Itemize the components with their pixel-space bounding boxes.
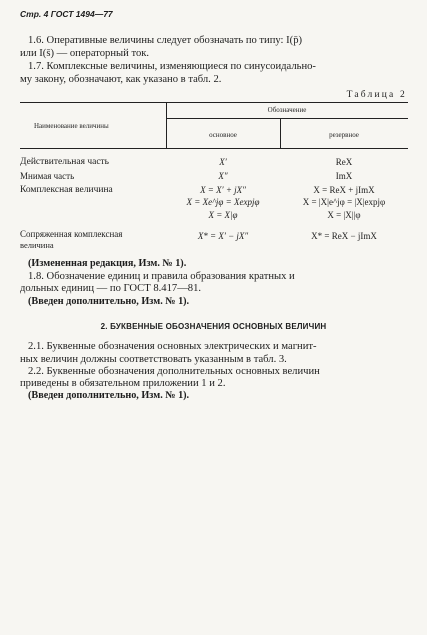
table-cell-reserve: X* = ReX − jImX xyxy=(311,231,377,241)
table-col-group: Обозначение xyxy=(267,106,307,114)
table-cell-main: X = Xe^jφ = Xexpjφ xyxy=(186,197,260,207)
table-cell-main: X = X|φ xyxy=(208,210,238,220)
para-1-8-line2: дольных единиц — по ГОСТ 8.417—81. xyxy=(20,283,202,294)
table-row-name: Сопряженная комплексная xyxy=(20,229,123,239)
table-cell-reserve: X = |X|e^jφ = |X|expjφ xyxy=(302,197,386,207)
table-row-name: Мнимая часть xyxy=(20,171,75,181)
table-cell-reserve: ImX xyxy=(335,171,353,181)
table-row-name-cont: величина xyxy=(20,240,54,250)
para-2-2-line2: приведены в обязательном приложении 1 и 2. xyxy=(20,378,226,389)
table-subhead-rule xyxy=(166,118,408,119)
introduced-note-2: (Введен дополнительно, Изм. № 1). xyxy=(28,390,190,401)
table-col-name: Наименование величины xyxy=(34,122,109,130)
table-cell-reserve: ReX xyxy=(335,157,353,167)
table-head-rule xyxy=(20,148,408,149)
table-caption: Таблица 2 xyxy=(346,90,407,100)
amendment-note: (Измененная редакция, Изм. № 1). xyxy=(28,258,187,269)
para-2-1-line2: ных величин должны соответствовать указанным в табл. 3. xyxy=(20,354,287,365)
introduced-note: (Введен дополнительно, Изм. № 1). xyxy=(28,296,190,307)
para-2-2-line1: 2.2. Буквенные обозначения дополнительных основных величин xyxy=(28,366,320,377)
para-1-7-line1: 1.7. Комплексные величины, изменяющиеся по синусоидально- xyxy=(28,61,316,72)
table-row-name: Действительная часть xyxy=(20,157,110,167)
table-col-reserve: резервное xyxy=(329,131,359,139)
table-top-rule xyxy=(20,102,408,103)
table-cell-main: X″ xyxy=(218,171,228,181)
para-1-6-line2: или I(s̄) — операторный ток. xyxy=(20,48,150,59)
para-1-7-line2: му закону, обозначают, как указано в табл. 2. xyxy=(20,74,222,85)
table-cell-reserve: X = ReX + jImX xyxy=(313,185,375,195)
para-1-8-line1: 1.8. Обозначение единиц и правила образования кратных и xyxy=(28,271,295,282)
para-2-1-line1: 2.1. Буквенные обозначения основных электрических и магнит- xyxy=(28,341,317,352)
page-header: Стр. 4 ГОСТ 1494—77 xyxy=(20,9,113,19)
table-cell-reserve: X = |X||φ xyxy=(327,210,361,220)
table-col-main: основное xyxy=(209,131,237,139)
table-cell-main: X = X′ + jX″ xyxy=(200,185,246,195)
para-1-6-line1: 1.6. Оперативные величины следует обозначать по типу: I(p̄) xyxy=(28,35,303,46)
section-heading: 2. БУКВЕННЫЕ ОБОЗНАЧЕНИЯ ОСНОВНЫХ ВЕЛИЧИН xyxy=(100,322,327,331)
table-cell-main: X* = X′ − jX″ xyxy=(197,231,249,241)
table-cell-main: X′ xyxy=(219,157,227,167)
table-row-name: Комплексная величина xyxy=(20,185,113,195)
